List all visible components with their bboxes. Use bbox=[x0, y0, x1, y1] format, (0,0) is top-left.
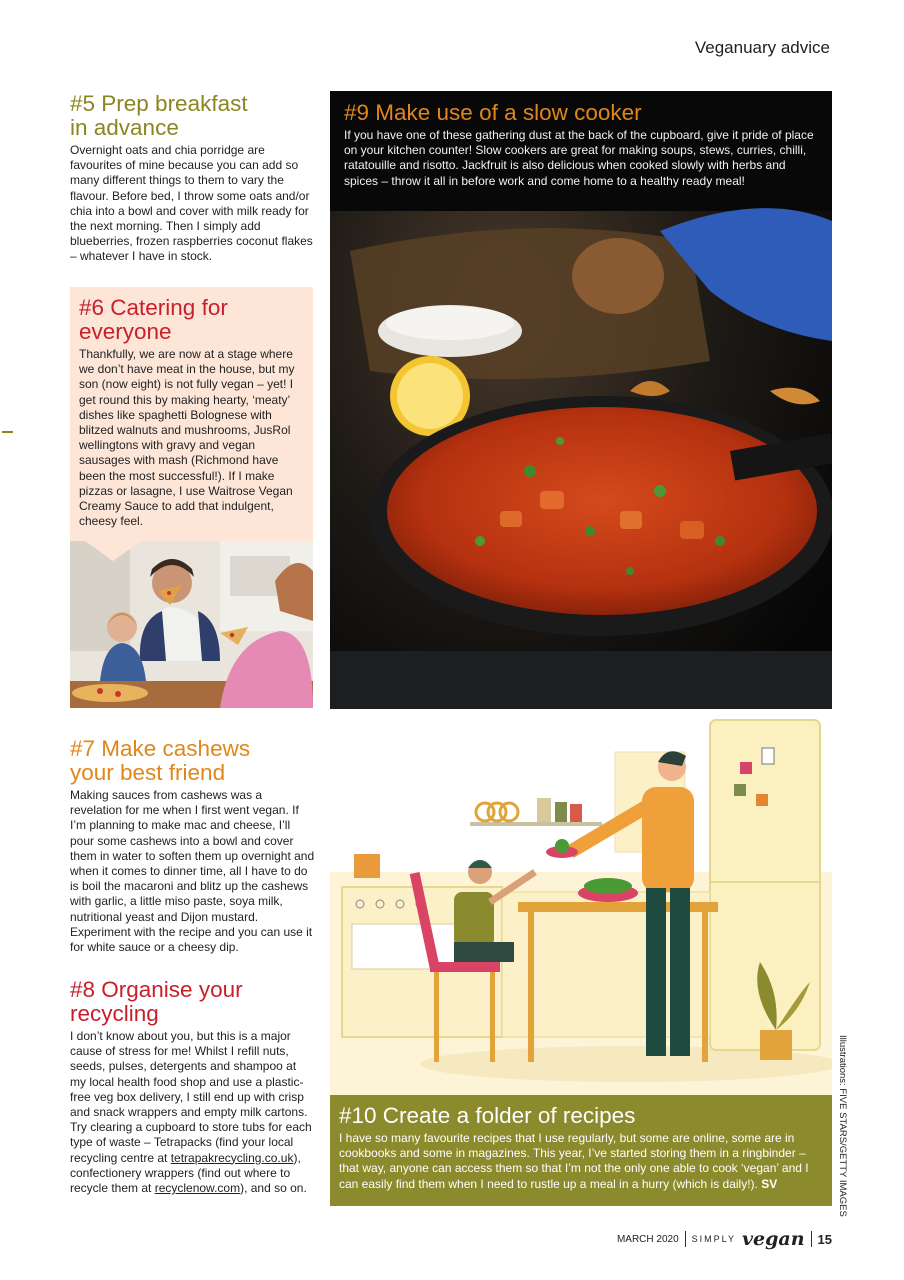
tip-9-title: #9 Make use of a slow cooker bbox=[344, 100, 642, 125]
family-pizza-image bbox=[70, 541, 313, 708]
margin-mark bbox=[2, 431, 13, 433]
tip-8-body: I don’t know about you, but this is a major cause of stress for me! Whilst I refill nuts, seeds, pulses, detergents and shampoo at my local health food shop and use a plastic-free veg box delivery, I still end up with crisp and snack wrappers and empty milk cartons. Try clearing a cupboard to store tubs for each type of waste – Tetrapacks (find your local recycling centre at tetrapakrecycling.co.uk), confectionery wrappers (find out where to recycle them at recyclenow.com), and so on. bbox=[70, 1029, 312, 1196]
tip-10-title: #10 Create a folder of recipes bbox=[339, 1103, 636, 1128]
tip-6-title: #6 Catering for everyone bbox=[79, 295, 228, 344]
page-number: 15 bbox=[817, 1231, 832, 1247]
section-label: Veganuary advice bbox=[694, 38, 830, 57]
tip-8-title: #8 Organise your recycling bbox=[70, 977, 243, 1026]
tip-9-body: If you have one of these gathering dust at the back of the cupboard, give it pride of place on your kitchen counter! Slow cookers are great for making soups, stews, curries, chilli, ratatouille and risotto. Jackfruit is also delicious when cooked slowly with herbs and spices – throw it all in before work and come home to a healthy ready meal! bbox=[344, 128, 814, 188]
sv-end-mark: SV bbox=[761, 1176, 778, 1191]
tip-7-title: #7 Make cashews your best friend bbox=[70, 736, 251, 785]
issue-date: MARCH 2020 bbox=[616, 1233, 679, 1245]
tetrapak-recycling-link[interactable]: tetrapakrecycling.co.uk bbox=[170, 1150, 294, 1165]
family-kitchen-illustration bbox=[330, 712, 832, 1095]
tip-5-title: #5 Prep breakfast in advance bbox=[70, 91, 248, 140]
image-credit bbox=[834, 1035, 848, 1217]
tip-5 bbox=[70, 92, 314, 265]
tip-10-box bbox=[330, 1095, 832, 1206]
tip-6-pointer bbox=[85, 541, 141, 561]
tip-9-text bbox=[344, 101, 814, 189]
footer-divider bbox=[685, 1231, 686, 1247]
family-pizza-photo bbox=[70, 541, 313, 708]
tip-10-body: I have so many favourite recipes that I use regularly, but some are online, some are in cookbooks and some in magazines. This year, I’ve started storing them in a ringbinder – that way, anyone can access them so that I’m not the only one able to cook ‘vegan’ and I can easily find them when I need to rustle up a meal in a hurry (which is daily!). SV bbox=[339, 1131, 809, 1191]
brand-vegan: vegan bbox=[741, 1228, 805, 1250]
image-credit-text: Illustrations: FIVE STARS/GETTY IMAGES bbox=[837, 1035, 848, 1217]
kitchen-illustration bbox=[330, 712, 832, 1095]
page-footer bbox=[617, 1228, 832, 1250]
tip-6-body: Thankfully, we are now at a stage where we don’t have meat in the house, but my son (now eight) is not fully vegan – yet! I get round this by making hearty, ‘meaty’ dishes like spaghetti Bolognese with blitzed walnuts and mushrooms, JusRol wellingtons with gravy and vegan sausages with mash (Richmond have been the most successful!). If I make pizzas or lasagne, I use Waitrose Vegan Creamy Sauce to add that indulgent, cheesy feel. bbox=[79, 347, 295, 529]
tip-9-panel bbox=[330, 91, 832, 709]
recyclenow-link[interactable]: recyclenow.com bbox=[154, 1181, 241, 1196]
tip-5-body: Overnight oats and chia porridge are favourites of mine because you can add so many different things to them to vary the flavour. Before bed, I throw some oats and/or chia into a bowl and cover with milk ready for the next morning. Then I simply add blueberries, frozen raspberries coconut flakes – whatever I have in stock. bbox=[70, 143, 313, 264]
tip-8 bbox=[70, 978, 315, 1196]
tip-6-box bbox=[70, 287, 313, 541]
footer-divider-2 bbox=[811, 1231, 812, 1247]
tip-7-body: Making sauces from cashews was a revelation for me when I first went vegan. If I’m planning to make mac and cheese, I’ll pour some cashews into a bowl and cover them in water to soften them up overnight and when it comes to dinner time, all I have to do is boil the macaroni and blitz up the cashews with garlic, a little miso paste, soya milk, nutritional yeast and Dijon mustard. Experiment with the recipe and you can use it for white sauce or a cheesy dip. bbox=[70, 788, 315, 955]
brand-simply: SIMPLY bbox=[691, 1234, 736, 1244]
tip-7 bbox=[70, 737, 315, 955]
